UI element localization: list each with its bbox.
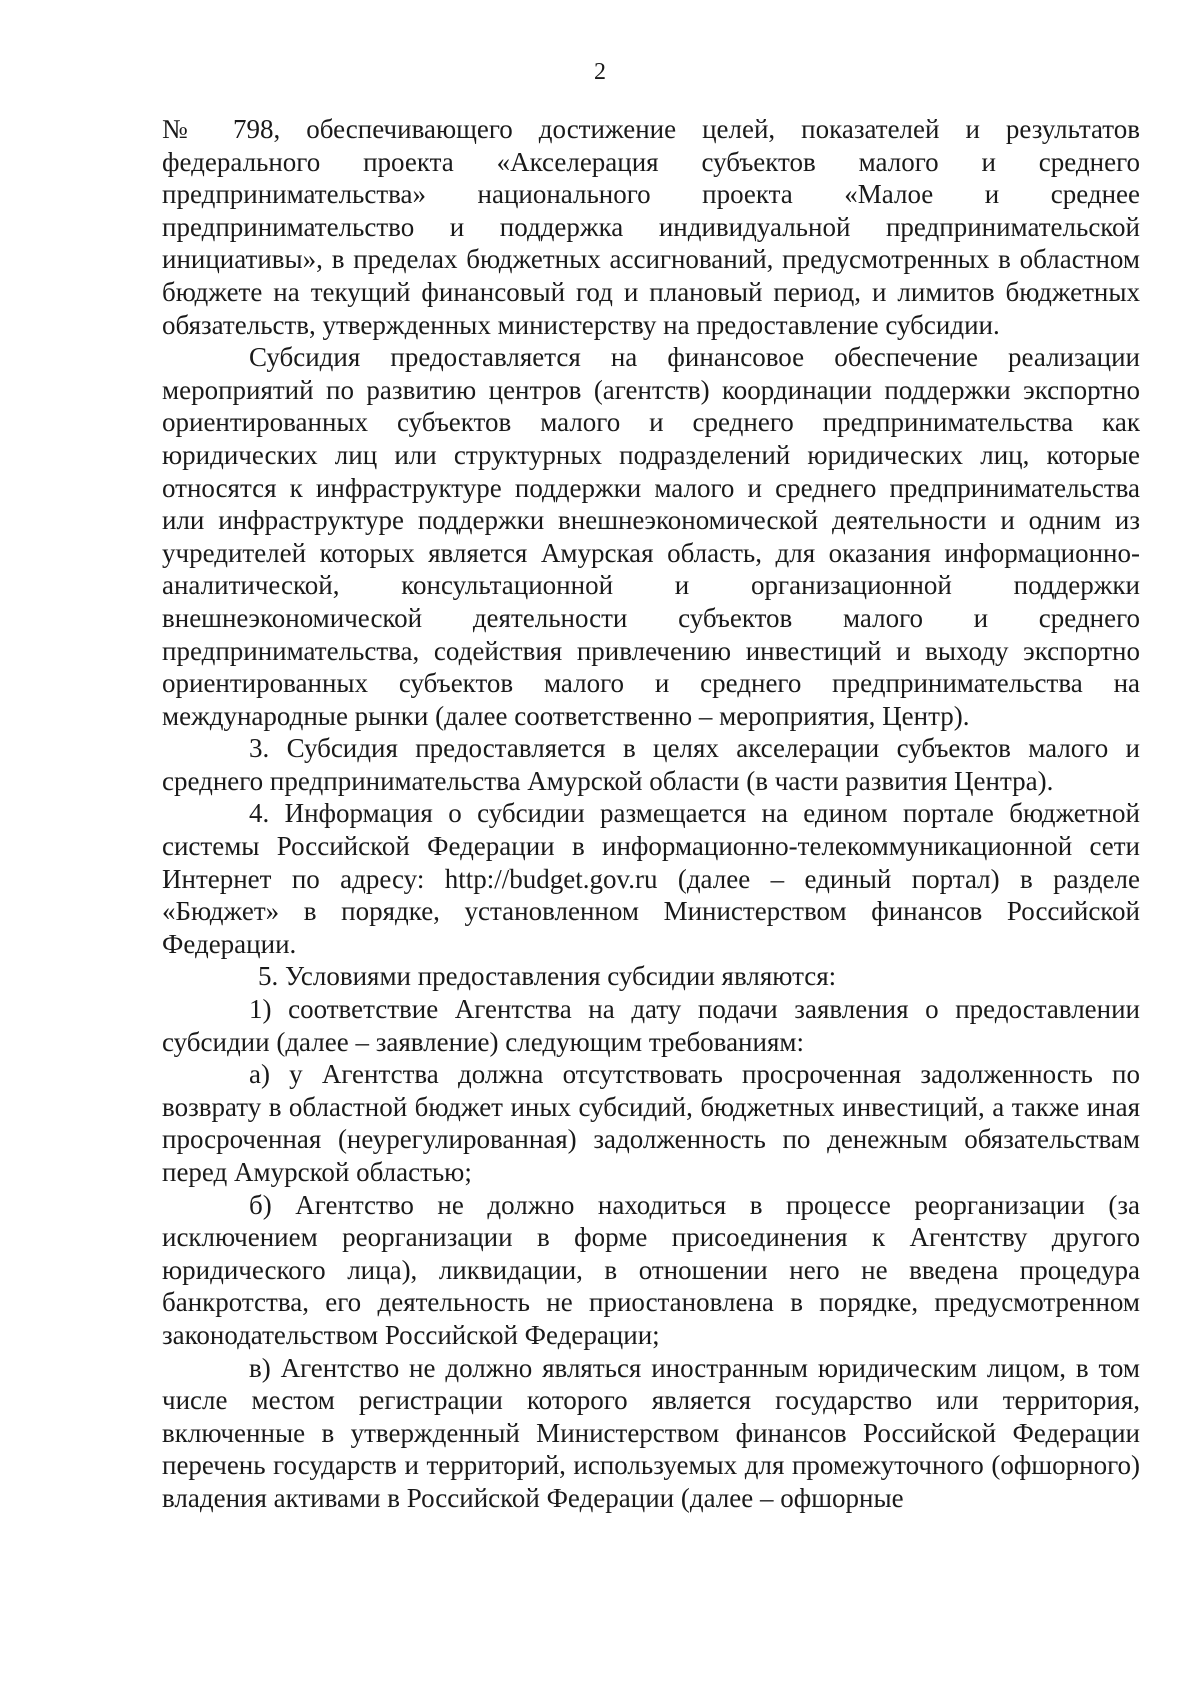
paragraph-subitem-a: а) у Агентства должна отсутствовать просроченная задолженность по возврату в областной бюджет иных субсидий, бюджетных инвестиций, а также иная просроченная (неурегулированная) задолженность по денежным обязательствам перед Амурской областью; bbox=[162, 1059, 1140, 1187]
paragraph-subitem-v: в) Агентство не должно являться иностранным юридическим лицом, в том числе местом регистрации которого является государство или территория, включенные в утвержденный Министерством финансов Российской Федерации перечень государств и территорий, используемых для промежуточного (офшорного) владения активами в Российской Федерации (далее – офшорные bbox=[162, 1352, 1140, 1513]
paragraph-subsidy-purpose: Субсидия предоставляется на финансовое обеспечение реализации мероприятий по развитию центров (агентств) координации поддержки экспортно ориентированных субъектов малого и среднего предпринимательства как юридических лиц или структурных подразделений юридических лиц, которые относятся к инфраструктуре поддержки малого и среднего предпринимательства или инфраструктуре поддержки внешнеэкономической деятельности и одним из учредителей которых является Амурская область, для оказания информационно-аналитической, консультационной и организационной поддержки внешнеэкономической деятельности субъектов малого и среднего предпринимательства, содействия привлечению инвестиций и выходу экспортно ориентированных субъектов малого и среднего предпринимательства на международные рынки (далее соответственно – мероприятия, Центр). bbox=[162, 342, 1140, 731]
paragraph-subitem-1: 1) соответствие Агентства на дату подачи заявления о предоставлении субсидии (далее – заявление) следующим требованиям: bbox=[162, 994, 1140, 1057]
paragraph-item-4: 4. Информация о субсидии размещается на едином портале бюджетной системы Российской Федерации в информационно-телекоммуникационной сети Интернет по адресу: http://budget.gov.ru (далее – единый портал) в разделе «Бюджет» в порядке, установленном Министерством финансов Российской Федерации. bbox=[162, 798, 1140, 959]
paragraph-item-5: 5. Условиями предоставления субсидии являются: bbox=[258, 961, 837, 992]
paragraph-subitem-b: б) Агентство не должно находиться в процессе реорганизации (за исключением реорганизации в форме присоединения к Агентству другого юридического лица), ликвидации, в отношении него не введена процедура банкротства, его деятельность не приостановлена в порядке, предусмотренном законодательством Российской Федерации; bbox=[162, 1189, 1140, 1350]
paragraph-continuation: № 798, обеспечивающего достижение целей, показателей и результатов федерального проекта «Акселерация субъектов малого и среднего предпринимательства» национального проекта «Малое и среднее предпринимательство и поддержка индивидуальной предпринимательской инициативы», в пределах бюджетных ассигнований, предусмотренных в областном бюджете на текущий финансовый год и плановый период, и лимитов бюджетных обязательств, утвержденных министерству на предоставление субсидии. bbox=[162, 114, 1140, 340]
paragraph-item-3: 3. Субсидия предоставляется в целях акселерации субъектов малого и среднего предпринимательства Амурской области (в части развития Центра). bbox=[162, 733, 1140, 796]
page-number: 2 bbox=[594, 59, 606, 85]
document-body bbox=[162, 113, 1140, 1515]
